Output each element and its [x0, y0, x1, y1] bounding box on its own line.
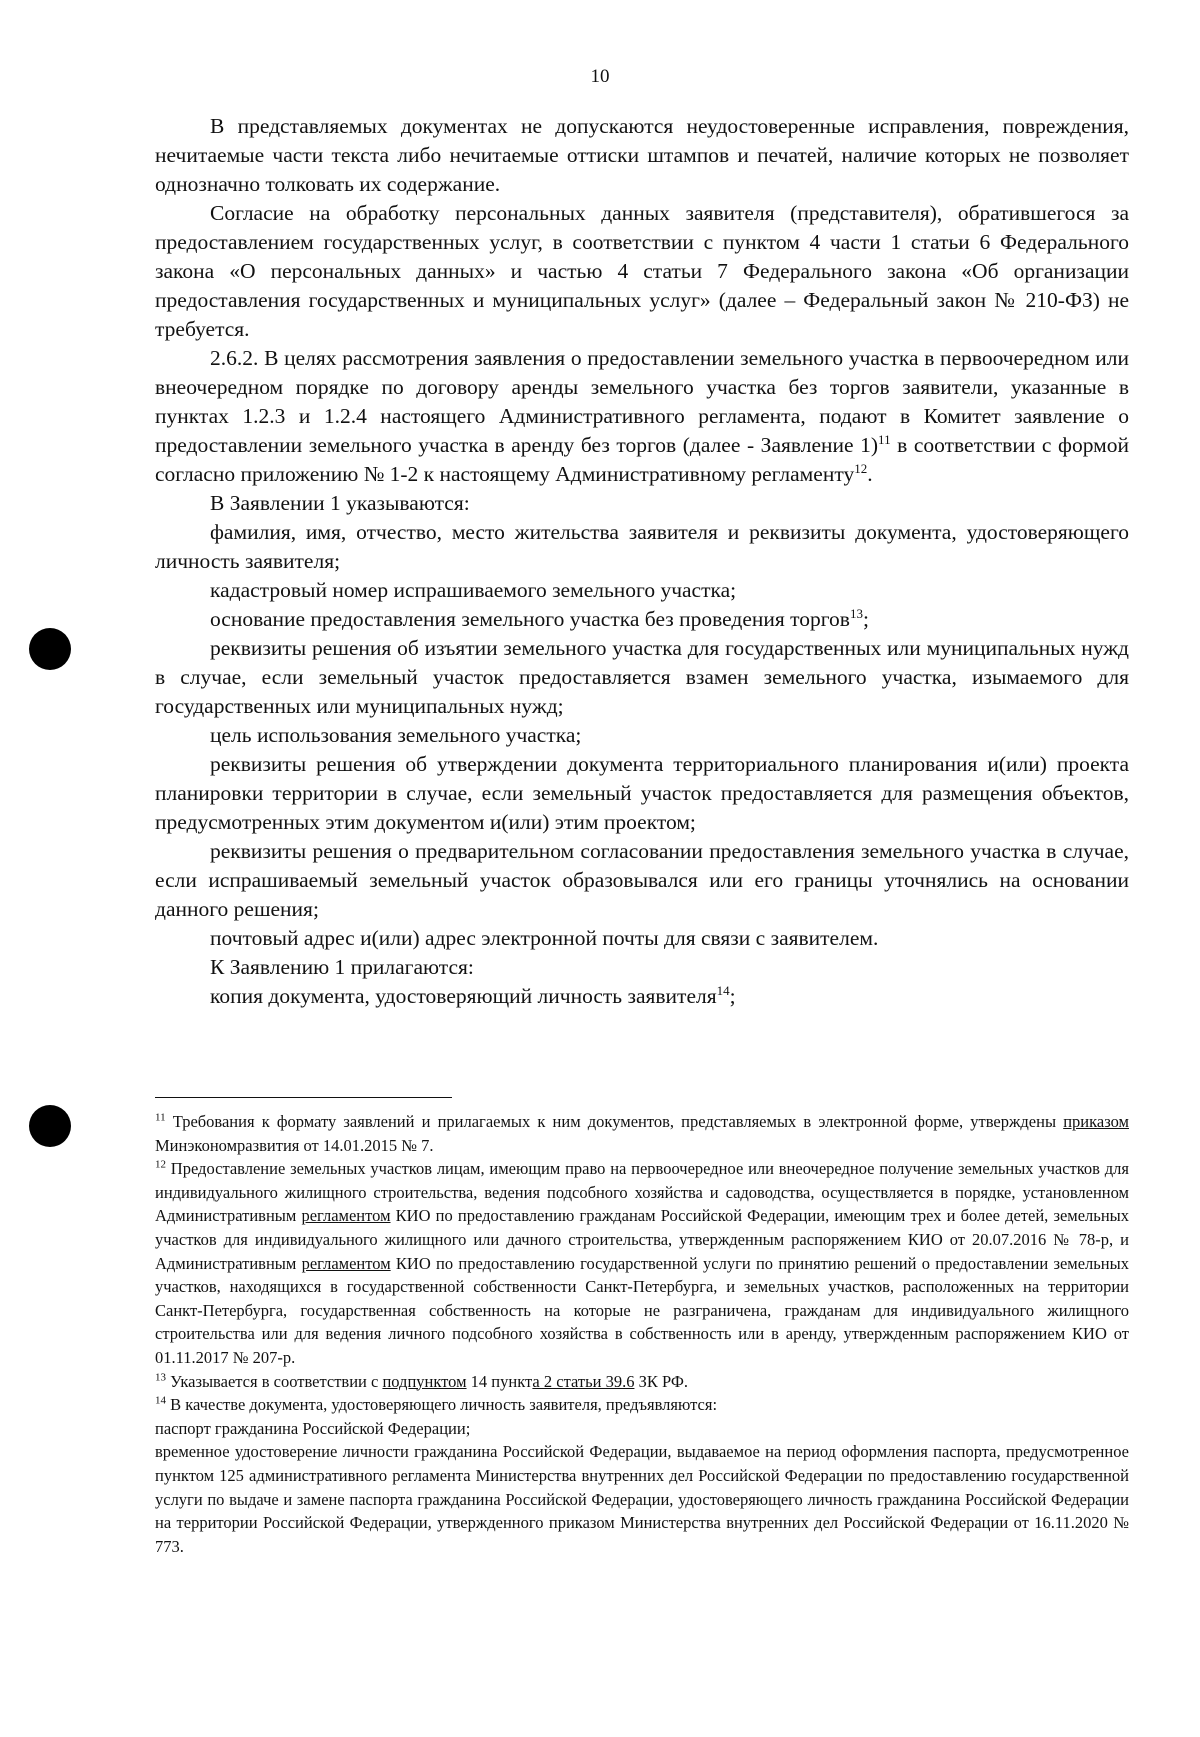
paragraph-text: основание предоставления земельного участка без проведения торгов — [210, 607, 850, 631]
footnote-11 — [155, 1110, 1129, 1157]
paragraph-text: цель использования земельного участка; — [210, 723, 582, 747]
paragraph-text: ; — [862, 607, 869, 631]
list-item — [155, 518, 1129, 576]
footnote-text: Требования к формату заявлений и прилагаемых к ним документов, представляемых в электронной форме, утверждены — [165, 1112, 1064, 1131]
paragraph-text: В представляемых документах не допускаются неудостоверенные исправления, повреждения, нечитаемые части текста либо нечитаемые оттиски штампов и печатей, наличие которых не позволяет однозначно толковать их содержание. — [155, 114, 1129, 196]
main-text — [155, 112, 1129, 1011]
paragraph-text: реквизиты решения о предварительном согласовании предоставления земельного участка в случае, если испрашиваемый земельный участок образовывался или его границы уточнялись на основании данного решения; — [155, 839, 1129, 921]
paragraph-text: в соответствии с формой согласно приложению № 1-2 к настоящему Административному регламенту — [155, 433, 1129, 486]
footnote-text: ЗК РФ. — [634, 1371, 689, 1391]
paragraph — [155, 489, 1129, 518]
list-item — [155, 837, 1129, 924]
paragraph — [155, 344, 1129, 489]
paragraph-text: реквизиты решения об изъятии земельного участка для государственных или муниципальных нужд в случае, если земельный участок предоставляется взамен земельного участка, изымаемого для государственных или муниципальных нужд; — [155, 636, 1129, 718]
footnote-text: КИО по предоставлению государственной услуги по принятию решений о предоставлении земельных участков, находящихся в государственной собственности Санкт-Петербурга, и земельных участков, расположенных на территории Санкт-Петербурга, государственная собственность на которые не разграничена, гражданам для индивидуального жилищного строительства или для ведения личного подсобного хозяйства в собственность или в аренду, утвержденным распоряжением КИО от 01.11.2017 № 207-р. — [155, 1253, 1129, 1367]
paragraph — [155, 112, 1129, 199]
paragraph-text: Согласие на обработку персональных данных заявителя (представителя), обратившегося за предоставлением государственных услуг, в соответствии с пунктом 4 части 1 статьи 6 Федерального закона «О персональных данных» и частью 4 статьи 7 Федерального закона «Об организации предоставления государственных и муниципальных услуг» (далее – Федеральный закон № 210-ФЗ) не требуется. — [155, 201, 1129, 341]
paragraph-text: почтовый адрес и(или) адрес электронной почты для связи с заявителем. — [210, 926, 879, 950]
footnote-text: Предоставление земельных участков лицам, имеющим право на первоочередное или внеочередное получение земельных участков для индивидуального жилищного строительства, ведения подсобного хозяйства и садоводства, осуществляется в порядке, установленном Административным — [155, 1159, 1129, 1226]
footnote-link[interactable]: а 2 статьи 39.6 — [532, 1371, 635, 1391]
paragraph-text: . — [867, 462, 873, 486]
footnote-ref: 13 — [849, 605, 863, 621]
footnote-14-line: паспорт гражданина Российской Федерации; — [155, 1418, 471, 1438]
list-item — [155, 924, 1129, 953]
list-item — [155, 721, 1129, 750]
paragraph-text: фамилия, имя, отчество, место жительства заявителя и реквизиты документа, удостоверяющего личность заявителя; — [155, 520, 1129, 573]
paragraph-text: кадастровый номер испрашиваемого земельного участка; — [210, 578, 737, 602]
paragraph-text: В Заявлении 1 указываются: — [210, 491, 470, 515]
footnote-number: 14 — [155, 1394, 166, 1407]
footnote-text: Минэкономразвития от 14.01.2015 № 7. — [155, 1135, 434, 1155]
footnote-text: В качестве документа, удостоверяющего личность заявителя, предъявляются: — [166, 1395, 718, 1415]
punch-hole — [29, 628, 71, 670]
list-item — [155, 576, 1129, 605]
footnote-13 — [155, 1370, 1129, 1394]
footnote-link[interactable]: подпунктом — [382, 1371, 467, 1391]
footnote-divider — [155, 1097, 452, 1098]
footnotes — [155, 1110, 1129, 1558]
footnote-number: 11 — [155, 1111, 166, 1124]
footnote-text: КИО по предоставлению гражданам Российской Федерации, имеющим трех и более детей, земельных участков для индивидуального жилищного или дачного строительства, утвержденным распоряжением КИО от 20.07.2016 № 78-р, и Административным — [155, 1206, 1129, 1273]
footnote-ref: 12 — [854, 460, 868, 476]
page-number: 10 — [590, 66, 610, 87]
paragraph-text: реквизиты решения об утверждении документа территориального планирования и(или) проекта планировки территории в случае, если земельный участок предоставляется для размещения объектов, предусмотренных этим документом и(или) этим проектом; — [155, 752, 1129, 834]
footnote-ref: 11 — [878, 431, 891, 447]
footnote-12 — [155, 1157, 1129, 1369]
paragraph — [155, 199, 1129, 344]
footnote-link[interactable]: регламентом — [301, 1206, 391, 1226]
paragraph-text: ; — [729, 984, 736, 1008]
footnote-14 — [155, 1393, 1129, 1417]
footnote-link[interactable]: приказом — [1063, 1112, 1129, 1131]
footnote-text: Указывается в соответствии с — [166, 1371, 383, 1391]
footnote-ref: 14 — [716, 982, 730, 998]
footnote-14-line: временное удостоверение личности гражданина Российской Федерации, выдаваемое на период оформления паспорта, предусмотренное пунктом 125 административного регламента Министерства внутренних дел Российской Федерации по предоставлению государственной услуги по выдаче и замене паспорта гражданина Российской Федерации, удостоверяющего личность гражданина Российской Федерации на территории Российской Федерации, утвержденного приказом Министерства внутренних дел Российской Федерации от 16.11.2020 № 773. — [155, 1442, 1129, 1556]
footnote-link[interactable]: регламентом — [301, 1253, 391, 1273]
list-item — [155, 982, 1129, 1011]
footnote-number: 13 — [155, 1371, 166, 1384]
paragraph — [155, 953, 1129, 982]
footnote-number: 12 — [155, 1158, 166, 1171]
paragraph-text: копия документа, удостоверяющий личность заявителя — [210, 984, 717, 1008]
list-item — [155, 750, 1129, 837]
list-item — [155, 634, 1129, 721]
punch-hole — [29, 1105, 71, 1147]
footnote-text: 14 пункт — [466, 1371, 533, 1391]
paragraph-text: 2.6.2. В целях рассмотрения заявления о предоставлении земельного участка в первоочередном или внеочередном порядке по договору аренды земельного участка без торгов заявители, указанные в пунктах 1.2.3 и 1.2.4 настоящего Административного регламента, подают в Комитет заявление о предоставлении земельного участка в аренду без торгов (далее - Заявление 1) — [155, 346, 1129, 457]
list-item — [155, 605, 1129, 634]
paragraph-text: К Заявлению 1 прилагаются: — [210, 955, 474, 979]
